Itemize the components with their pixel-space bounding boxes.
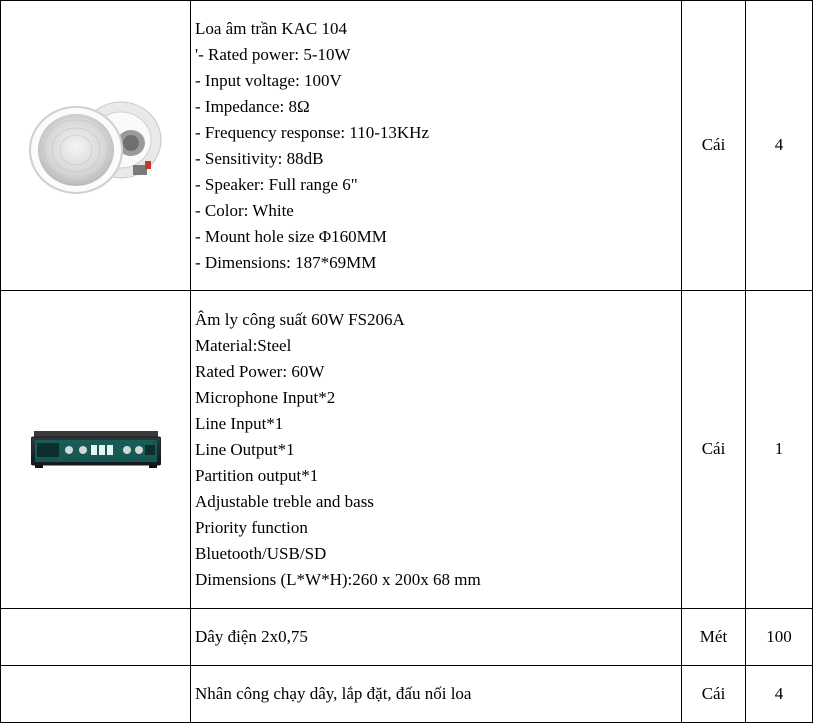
spec-line: Line Output*1 [195, 440, 295, 459]
unit-value: Cái [701, 135, 726, 154]
spec-line: - Input voltage: 100V [195, 71, 342, 90]
product-title: Nhân công chạy dây, lắp đặt, đấu nối loa [195, 683, 472, 703]
spec-line: Partition output*1 [195, 466, 319, 485]
spec-line: - Impedance: 8Ω [195, 97, 310, 116]
spec-line: Material:Steel [195, 336, 292, 355]
spec-line: - Frequency response: 110-13KHz [195, 123, 429, 142]
spec-line: Bluetooth/USB/SD [195, 544, 327, 563]
quantity-value: 4 [774, 683, 784, 703]
unit-value: Cái [701, 683, 726, 703]
spec-line: - Speaker: Full range 6" [195, 175, 358, 194]
table-row [0, 665, 813, 722]
amplifier-image [31, 427, 161, 471]
quantity-value: 4 [774, 135, 784, 154]
spec-line: Microphone Input*2 [195, 388, 336, 407]
image-cell [1, 665, 190, 722]
unit-cell [682, 665, 745, 722]
quantity-cell [746, 608, 812, 665]
spec-line: '- Rated power: 5-10W [195, 45, 351, 64]
product-title: Âm ly công suất 60W FS206A [195, 310, 405, 329]
quantity-value: 1 [774, 439, 784, 458]
description-cell [191, 608, 681, 665]
unit-cell [682, 0, 745, 290]
spec-line: Dimensions (L*W*H):260 x 200x 68 mm [195, 570, 481, 589]
description-cell [191, 307, 681, 593]
spec-line: - Color: White [195, 201, 294, 220]
spec-line: Line Input*1 [195, 414, 284, 433]
unit-value: Cái [701, 439, 726, 458]
spec-line: Rated Power: 60W [195, 362, 325, 381]
ceiling-speaker-image [21, 95, 171, 195]
quantity-cell [746, 665, 812, 722]
quantity-value: 100 [766, 626, 792, 646]
product-title: Loa âm trần KAC 104 [195, 19, 348, 38]
table-row [0, 0, 813, 290]
unit-cell [682, 290, 745, 608]
product-title: Dây điện 2x0,75 [195, 626, 308, 646]
table-row [0, 290, 813, 608]
spec-line: - Mount hole size Φ160MM [195, 227, 387, 246]
unit-value: Mét [699, 626, 728, 646]
spec-line: Priority function [195, 518, 308, 537]
quantity-cell [746, 0, 812, 290]
image-cell [1, 290, 190, 608]
description-cell [191, 16, 681, 276]
description-cell [191, 665, 681, 722]
spec-line: Adjustable treble and bass [195, 492, 374, 511]
spec-line: - Sensitivity: 88dB [195, 149, 324, 168]
spec-line: - Dimensions: 187*69MM [195, 253, 377, 272]
unit-cell [682, 608, 745, 665]
quantity-cell [746, 290, 812, 608]
image-cell [1, 608, 190, 665]
table-row [0, 608, 813, 665]
image-cell [1, 0, 190, 290]
